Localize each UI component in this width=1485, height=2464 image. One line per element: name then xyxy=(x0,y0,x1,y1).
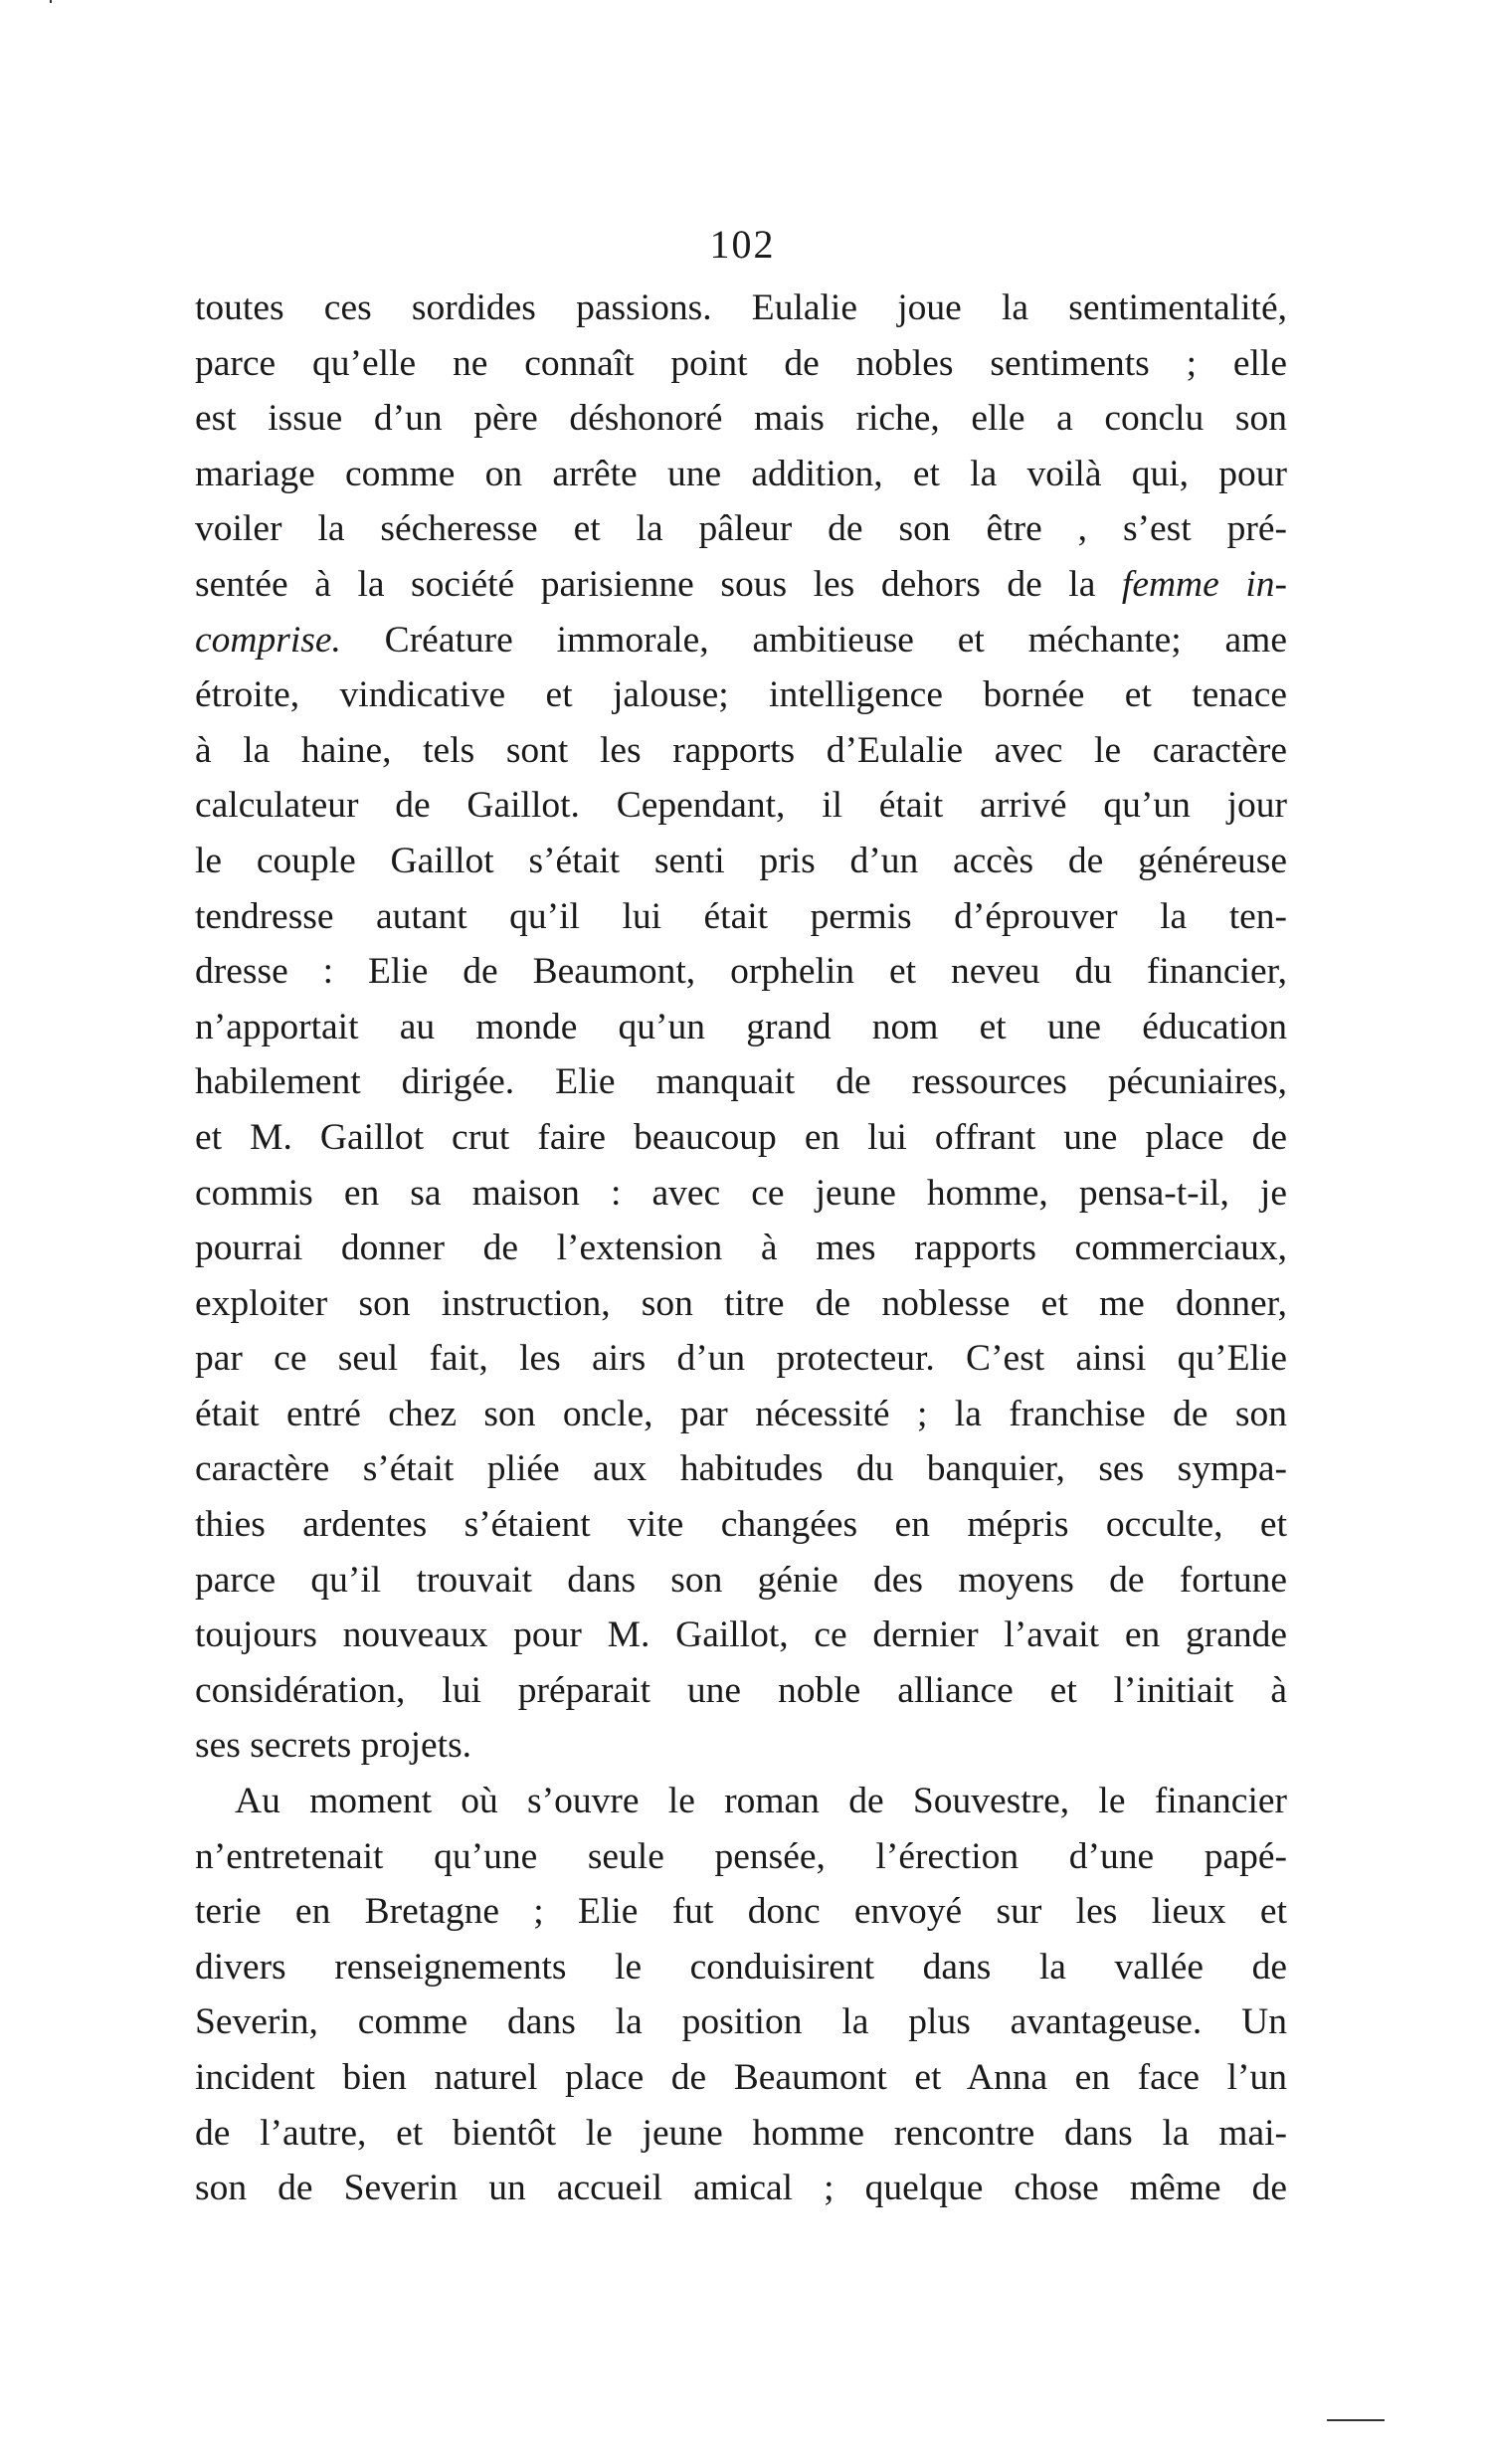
text-line: son de Severin un accueil amical ; quelque chose même de xyxy=(195,2168,1287,2209)
text-line: Severin, comme dans la position la plus avantageuse. Un xyxy=(195,2001,1287,2043)
text-line: exploiter son instruction, son titre de noblesse et me donner, xyxy=(195,1282,1287,1324)
text-line-with-italic xyxy=(195,557,1287,613)
text-line: tendresse autant qu’il lui était permis d’éprouver la ten- xyxy=(195,895,1287,937)
text-line: considération, lui préparait une noble alliance et l’initiait à xyxy=(195,1669,1287,1711)
text-line: dresse : Elie de Beaumont, orphelin et neveu du financier, xyxy=(195,951,1287,993)
text-line: thies ardentes s’étaient vite changées en mépris occulte, et xyxy=(195,1504,1287,1546)
text-line: voiler la sécheresse et la pâleur de son être , s’est pré- xyxy=(195,508,1287,550)
page-body xyxy=(195,281,1287,2216)
text-line: n’apportait au monde qu’un grand nom et une éducation xyxy=(195,1006,1287,1047)
text-line: et M. Gaillot crut faire beaucoup en lui offrant une place de xyxy=(195,1116,1287,1158)
text-line: parce qu’il trouvait dans son génie des moyens de fortune xyxy=(195,1559,1287,1601)
text-line: le couple Gaillot s’était senti pris d’un accès de généreuse xyxy=(195,840,1287,881)
text-line-with-italic xyxy=(195,613,1287,668)
scan-rule-mark xyxy=(1327,2419,1385,2421)
text-segment: sentée à la société parisienne sous les dehors de la xyxy=(195,563,1122,605)
text-line: n’entretenait qu’une seule pensée, l’érection d’une papé- xyxy=(195,1835,1287,1877)
text-line: commis en sa maison : avec ce jeune homme, pensa-t-il, je xyxy=(195,1172,1287,1214)
text-line: parce qu’elle ne connaît point de nobles sentiments ; elle xyxy=(195,342,1287,384)
text-line: terie en Bretagne ; Elie fut donc envoyé sur les lieux et xyxy=(195,1891,1287,1933)
italic-term: femme in- xyxy=(1121,563,1287,605)
text-line: toutes ces sordides passions. Eulalie joue la sentimentalité, xyxy=(195,287,1287,328)
text-line: est issue d’un père déshonoré mais riche, elle a conclu son xyxy=(195,398,1287,440)
text-line: divers renseignements le conduisirent dans la vallée de xyxy=(195,1946,1287,1988)
text-line: par ce seul fait, les airs d’un protecteur. C’est ainsi qu’Elie xyxy=(195,1338,1287,1380)
text-line: mariage comme on arrête une addition, et la voilà qui, pour xyxy=(195,453,1287,494)
scan-speck xyxy=(50,0,52,3)
text-line: pourrai donner de l’extension à mes rapports commerciaux, xyxy=(195,1228,1287,1269)
text-line: calculateur de Gaillot. Cependant, il était arrivé qu’un jour xyxy=(195,785,1287,827)
text-line: était entré chez son oncle, par nécessité ; la franchise de son xyxy=(195,1393,1287,1434)
text-line: ses secrets projets. xyxy=(195,1725,472,1767)
italic-term: comprise. xyxy=(195,619,341,661)
text-line: toujours nouveaux pour M. Gaillot, ce dernier l’avait en grande xyxy=(195,1614,1287,1656)
text-line: de l’autre, et bientôt le jeune homme rencontre dans la mai- xyxy=(195,2112,1287,2154)
text-segment: Créature immorale, ambitieuse et méchante; ame xyxy=(340,619,1287,661)
text-line: incident bien naturel place de Beaumont et Anna en face l’un xyxy=(195,2057,1287,2098)
page-number: 102 xyxy=(709,222,776,267)
text-line: étroite, vindicative et jalouse; intelligence bornée et tenace xyxy=(195,674,1287,716)
text-line: à la haine, tels sont les rapports d’Eulalie avec le caractère xyxy=(195,729,1287,771)
text-line: Au moment où s’ouvre le roman de Souvestre, le financier xyxy=(235,1781,1287,1822)
text-line: caractère s’était pliée aux habitudes du banquier, ses sympa- xyxy=(195,1448,1287,1490)
text-line: habilement dirigée. Elie manquait de ressources pécuniaires, xyxy=(195,1061,1287,1103)
